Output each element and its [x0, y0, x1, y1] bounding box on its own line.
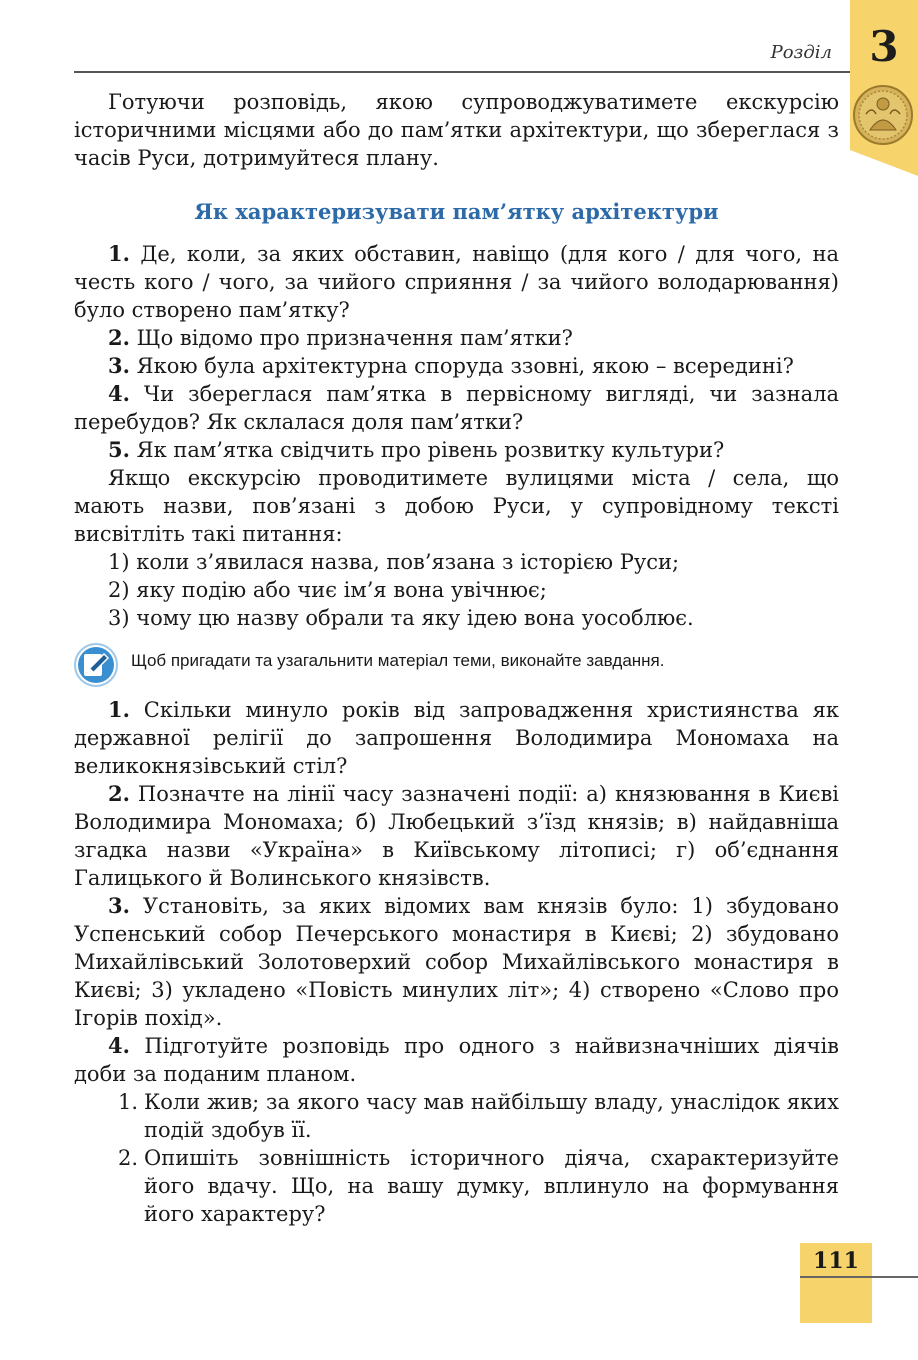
intro-text: Готуючи розповідь, якою супроводжуватимете екскурсію історичними місцями або до пам’ятки архітектури, що збереглася з часів Руси, дотримуйтеся плану.	[74, 90, 839, 170]
task-item: 2. Позначте на лінії часу зазначені події: а) князювання в Києві Володимира Мономаха; б) Любецький з’їзд князів; в) найдавніша згадка назви «Україна» в Київському літописі; г) об’єднання Галицького й Волинського князівств.	[74, 781, 839, 890]
plan-item: 2. Що відомо про призначення пам’ятки?	[108, 325, 573, 350]
plan-item: 4. Чи збереглася пам’ятка в первісному вигляді, чи зазнала перебудов? Як склалася доля пам’ятки?	[74, 381, 839, 434]
chapter-number: 3	[869, 22, 899, 71]
header-rule	[74, 71, 850, 73]
plan-item: 5. Як пам’ятка свідчить про рівень розвитку культури?	[108, 437, 725, 462]
intro-paragraph	[74, 88, 839, 172]
task4-plan-item: 2. Опишіть зовнішність історичного діяча, схарактеризуйте його вдачу. Що, на вашу думку, вплинуло на формування його характеру?	[117, 1146, 839, 1226]
task-note: Щоб пригадати та узагальнити матеріал теми, виконайте завдання.	[131, 651, 665, 670]
streets-item: 1) коли з’явилася назва, пов’язана з історією Руси;	[108, 550, 680, 574]
streets-item: 2) яку подію або чиє ім’я вона увічнює;	[108, 578, 547, 602]
task-item: 4. Підготуйте розповідь про одного з найвизначніших діячів доби за поданим планом.	[74, 1033, 839, 1086]
task-item: 3. Установіть, за яких відомих вам князів було: 1) збудовано Успенський собор Печерського монастиря в Києві; 2) збудовано Михайлівський Золотоверхий собор Михайлівського монастиря в Києві; 3) укладено «Повість минулих літ»; 4) створено «Слово про Ігорів похід».	[74, 893, 839, 1030]
plan-list	[74, 240, 839, 632]
section-heading: Як характеризувати пам’ятку архітектури	[194, 199, 719, 224]
coin-emblem-icon	[852, 84, 914, 146]
streets-intro: Якщо екскурсію проводитимете вулицями міста / села, що мають назви, пов’язані з добою Руси, у супровідному тексті висвітліть такі питання:	[74, 466, 839, 546]
plan-item: 1. Де, коли, за яких обставин, навіщо (для кого / для чого, на честь кого / чого, за чийого сприяння / за чийого володарювання) було створено пам’ятку?	[74, 241, 839, 322]
page-number: 111	[813, 1248, 859, 1274]
task4-plan	[74, 1088, 839, 1228]
plan-item: 3. Якою була архітектурна споруда ззовні, якою – всередині?	[108, 353, 794, 378]
task-item: 1. Скільки минуло років від запровадження християнства як державної релігії до запрошення Володимира Мономаха на великокнязівський стіл?	[74, 697, 839, 778]
tasks-list	[74, 696, 839, 1228]
page-number-rule	[800, 1276, 918, 1278]
section-label: Розділ	[770, 42, 832, 63]
task4-plan-item: 1. Коли жив; за якого часу мав найбільшу владу, унаслідок яких подій здобув її.	[117, 1090, 839, 1142]
pencil-icon	[74, 643, 118, 687]
streets-item: 3) чому цю назву обрали та яку ідею вона уособлює.	[108, 606, 694, 630]
